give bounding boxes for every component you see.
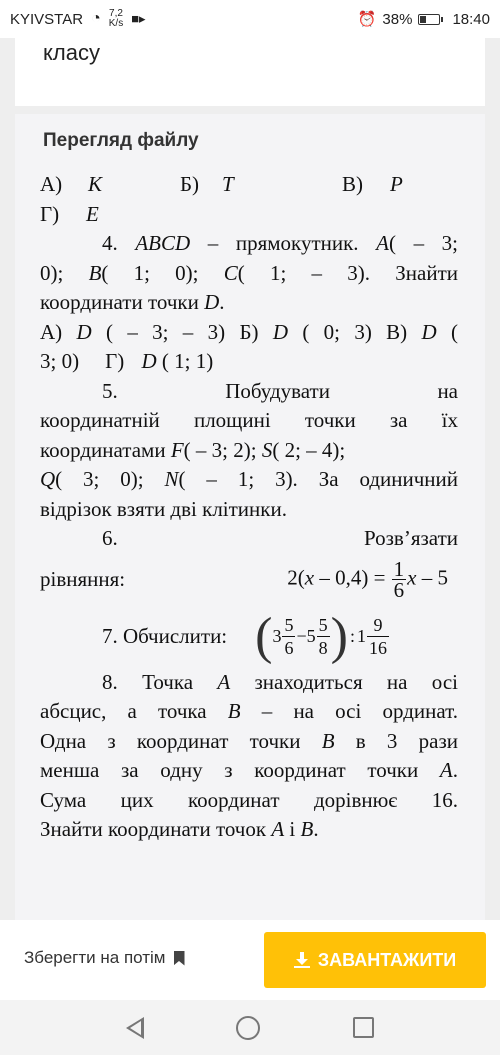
q6-equation-row: рівняння: 2(x – 0,4) = $\frac{1}{6}$ x – 5 [40,557,448,602]
action-bar [0,920,500,1000]
option-value: K [88,172,103,196]
recent-apps-icon[interactable] [353,1017,374,1038]
download-button[interactable] [264,932,486,988]
option-label: А) [40,172,63,196]
alarm-icon: ⏰ [357,11,377,28]
q7-row [40,606,458,668]
option-label: В) [342,172,363,196]
battery-percent: 38% [382,10,413,28]
battery-icon [418,14,440,25]
q5-line: Q( 3; 0); N( – 1; 3). За одиничний [40,467,459,491]
q8-line: 8. Точка A знаходиться на осі [102,669,458,694]
document-text [40,170,458,845]
q4-answers: 3; 0) Г) D ( 1; 1) [40,349,214,373]
save-later-button[interactable] [24,948,185,968]
system-navigation-bar [0,1000,500,1055]
q8-line: Сума цих координат дорівнює 16. [40,787,458,812]
option-label: Б) [180,172,200,196]
equation: 2(x – 0,4) = $\frac{1}{6}$ x – 5 [287,557,448,602]
q3-options-row [40,200,458,230]
q3-options-row [40,170,458,200]
card-text: класу [43,40,100,65]
carrier-name: KYIVSTAR [10,10,84,28]
back-icon[interactable] [126,1017,144,1039]
q4-answers: А) D ( – 3; – 3) Б) D ( 0; 3) В) D ( [40,319,458,344]
download-icon [294,952,310,968]
download-label: ЗАВАНТАЖИТИ [317,949,457,970]
q4-line: 4. ABCD – прямокутник. A( – 3; [102,231,458,255]
home-icon[interactable] [236,1016,260,1040]
network-speed: 7,2 K/s [108,8,124,29]
q5-line: координатній площині точки за їх [40,408,458,432]
q5-line: 5. Побудувати на [102,378,458,403]
option-value: P [390,172,403,196]
q8-line: абсцис, а точка B – на осі ординат. [40,699,458,723]
q8-line: менша за одну з координат точки A. [40,758,458,782]
option-value: E [86,201,99,226]
viewer-title: Перегляд файлу [43,129,199,151]
q5-line: координатами F( – 3; 2); S( 2; – 4); [40,437,346,462]
save-later-label: Зберегти на потім [24,948,166,967]
q8-line: Знайти координати точок A і B. [40,817,319,841]
video-icon: ■▸ [131,11,146,26]
wifi-icon: ◔ [91,10,101,27]
option-value: T [222,172,234,196]
expression: ( 3 $\frac{5}{6}$ − 5 $\frac{5}{8}$ ) : 1 $\frac{9}{16}$ [255,607,387,665]
bookmark-icon [174,951,185,966]
fraction: $\frac{1}{6}$ [393,557,405,602]
q8-line: Одна з координат точки B в 3 рази [40,728,458,753]
battery-fill [420,16,426,23]
content-card [15,38,485,106]
q4-line: координати точки D. [40,290,225,314]
q6-line: 6. Розв’язати [102,526,458,550]
clock: 18:40 [452,10,490,28]
q7-label: 7. Обчислити: [102,623,228,648]
q4-line: 0); B( 1; 0); C( 1; – 3). Знайти [40,260,458,285]
file-viewer[interactable] [15,114,485,920]
status-bar [0,0,500,38]
q5-line: відрізок взяти дві клітинки. [40,496,287,521]
option-label: Г) [40,201,60,226]
